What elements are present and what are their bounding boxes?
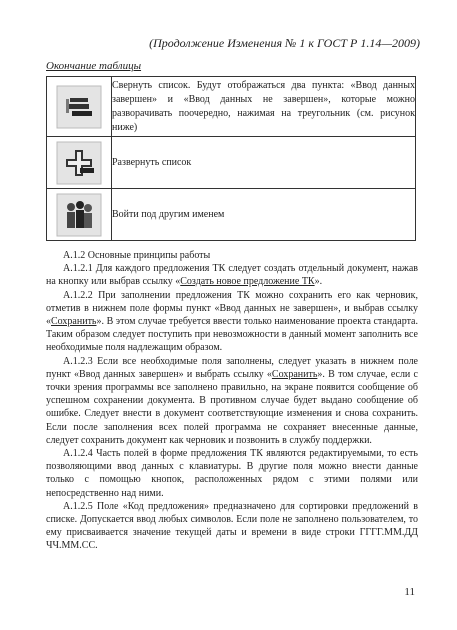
save-link[interactable]: Сохранить [271,368,318,380]
table-row-text: Свернуть список. Будут отображаться два пункта: «Ввод данных завершен» и «Ввод данных не завершен», которые можно разворачивать поочередно, нажимая на треугольник (см. рисунок ниже) [112,77,416,137]
table-caption: Окончание таблицы [46,60,142,72]
save-link[interactable]: Сохранить [51,316,97,328]
paragraph: А.1.2.2 При заполнении предложения ТК можно сохранить его как черновик, отметив в нижнем поле формы пункт «Ввод данных не завершен», и выбрав ссылку «Сохранить». В этом случае требуется ввести только наименование проекта стандарта. Таким образом следует поступить при невозможности в данный момент заполнить все необходимые поля надлежащим образом. [46,289,418,354]
collapse-list-icon [56,85,102,129]
table-row [47,137,416,189]
icons-table [46,76,416,241]
body-text [46,249,418,553]
expand-list-icon [56,141,102,185]
section-heading: А.1.2 Основные принципы работы [63,250,211,261]
table-row-text: Войти под другим именем [112,189,416,241]
paragraph: А.1.2.3 Если все необходимые поля заполнены, следует указать в нижнем поле пункт «Ввод данных завершен» и выбрать ссылку «Сохранить». В том случае, если с точки зрения программы все заполнено правильно, на экране появится сообщение об успешном сохранении документа. В противном случае будет выдано сообщение об ошибке. Следует внести в документ соответствующие изменения и снова сохранить. Если после заполнения всех полей программа не сохраняет внесенные данные, следует сохранить документ как черновик и позвонить в службу поддержки. [46,355,418,446]
table-row [47,77,416,137]
switch-user-icon [56,193,102,237]
page-number: 11 [404,586,415,598]
running-header: (Продолжение Изменения № 1 к ГОСТ Р 1.14—2009) [149,36,420,50]
create-proposal-link[interactable]: Создать новое предложение ТК [180,276,315,288]
table-row-text: Развернуть список [112,137,416,189]
table-row [47,189,416,241]
paragraph: А.1.2.5 Поле «Код предложения» предназначено для сортировки предложений в списке. Допускается ввод любых символов. Если поле не заполнено пользователем, то ему присваивается значение текущей даты и времени в виде строки ГГГГ.ММ.ДД ЧЧ.ММ.СС. [46,500,418,552]
paragraph: А.1.2.1 Для каждого предложения ТК следует создать отдельный документ, нажав на кнопку или выбрав ссылку «Создать новое предложение ТК». [46,263,418,288]
paragraph: А.1.2.4 Часть полей в форме предложения ТК являются редактируемыми, то есть позволяющими ввод данных с клавиатуры. В другие поля можно внести данные только с помощью кнопок, расположенных рядом с этими полями или непосредственно над ними. [46,448,418,499]
